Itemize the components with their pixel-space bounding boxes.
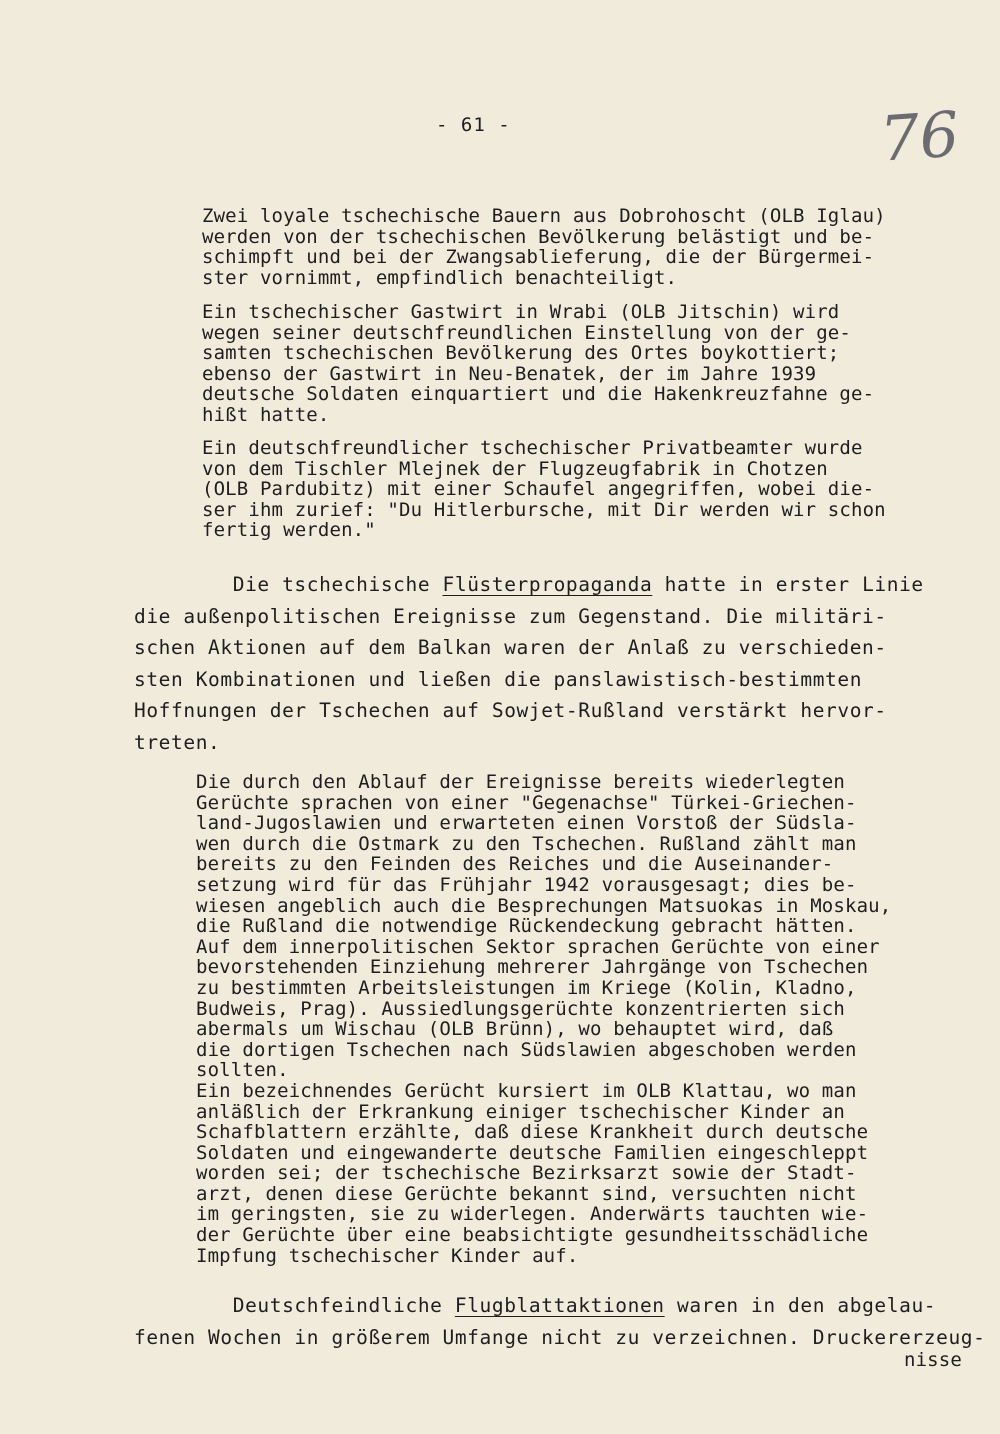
- paragraph-whisper-propaganda: [134, 569, 924, 758]
- text-line: Gerüchte sprachen von einer "Gegenachse" Türkei-Griechen-: [196, 791, 857, 814]
- text-fragment: waren in den abgelau-: [664, 1294, 937, 1317]
- text-line: [134, 1290, 985, 1322]
- text-line: die Rußland die notwendige Rückendeckung gebracht hätten.: [196, 915, 857, 938]
- text-line: ser ihm zurief: "Du Hitlerbursche, mit Dir werden wir schon: [202, 498, 886, 521]
- text-line: treten.: [134, 730, 221, 754]
- text-line: die außenpolitischen Ereignisse zum Gegenstand. Die militäri-: [134, 604, 887, 628]
- text-line: anläßlich der Erkrankung einiger tschechischer Kinder an: [196, 1100, 845, 1123]
- text-line: land-Jugoslawien und erwarteten einen Vorstoß der Südsla-: [196, 812, 857, 835]
- text-line: sten Kombinationen und ließen die panslawistisch-bestimmten: [134, 667, 863, 691]
- text-line: bevorstehenden Einziehung mehrerer Jahrgänge von Tschechen: [196, 956, 869, 979]
- text-line: worden sei; der tschechische Bezirksarzt sowie der Stadt-: [196, 1162, 857, 1185]
- handwritten-folio-number: 76: [877, 97, 962, 176]
- text-line: schen Aktionen auf dem Balkan waren der Anlaß zu verschieden-: [134, 636, 887, 659]
- text-line: die dortigen Tschechen nach Südslawien abgeschoben werden: [196, 1038, 857, 1061]
- text-line: schimpft und bei der Zwangsablieferung, die der Bürgermei-: [202, 246, 875, 269]
- text-line: [134, 569, 924, 601]
- underlined-keyword: Flüsterpropaganda: [442, 573, 653, 596]
- text-line: Auf dem innerpolitischen Sektor sprachen Gerüchte von einer: [196, 935, 880, 958]
- text-fragment: Die tschechische: [232, 573, 443, 596]
- text-line: bereits zu den Feinden des Reiches und die Auseinander-: [196, 853, 834, 876]
- catchword: nisse: [904, 1349, 962, 1371]
- text-line: Ein bezeichnendes Gerücht kursiert im OLB Klattau, wo man: [196, 1079, 857, 1102]
- text-line: der Gerüchte über eine beabsichtigte gesundheitsschädliche: [196, 1224, 869, 1247]
- text-line: Ein deutschfreundlicher tschechischer Privatbeamter wurde: [202, 437, 863, 459]
- page-number: - 61 -: [436, 114, 511, 136]
- text-line: ebenso der Gastwirt in Neu-Benatek, der im Jahre 1939: [202, 362, 817, 385]
- underlined-keyword: Flugblattaktionen: [454, 1294, 665, 1317]
- text-line: deutsche Soldaten einquartiert und die Hakenkreuzfahne ge-: [202, 383, 875, 406]
- text-line: samten tschechischen Bevölkerung des Ortes boykottiert;: [202, 342, 840, 365]
- paragraph-leaflet-actions: [134, 1290, 985, 1353]
- text-line: arzt, denen diese Gerüchte bekannt sind, versuchten nicht: [196, 1182, 857, 1205]
- text-line: wen durch die Ostmark zu den Tschechen. Rußland zählt man: [196, 832, 857, 855]
- text-line: fenen Wochen in größerem Umfange nicht zu verzeichnen. Druckererzeug-: [134, 1325, 986, 1349]
- paragraph-official-attacked: [202, 438, 886, 541]
- text-line: setzung wird für das Frühjahr 1942 vorausgesagt; dies be-: [196, 873, 857, 896]
- text-line: Soldaten und eingewanderte deutsche Familien eingeschleppt: [196, 1141, 869, 1164]
- text-line: abermals um Wischau (OLB Brünn), wo behauptet wird, daß: [196, 1018, 834, 1041]
- text-line: von dem Tischler Mlejnek der Flugzeugfabrik in Chotzen: [202, 457, 828, 480]
- paragraph-loyal-farmers: [202, 206, 886, 288]
- text-line: Ein tschechischer Gastwirt in Wrabi (OLB Jitschin) wird: [202, 301, 840, 323]
- text-line: Budweis, Prag). Aussiedlungsgerüchte konzentrierten sich: [196, 997, 845, 1020]
- text-line: wegen seiner deutschfreundlichen Einstellung von der ge-: [202, 321, 851, 344]
- text-line: wiesen angeblich auch die Besprechungen Matsuokas in Moskau,: [196, 894, 892, 917]
- text-line: werden von der tschechischen Bevölkerung belästigt und be-: [202, 225, 875, 248]
- text-line: Hoffnungen der Tschechen auf Sowjet-Rußland verstärkt hervor-: [134, 699, 887, 722]
- text-line: im geringsten, sie zu widerlegen. Anderwärts tauchten wie-: [196, 1203, 869, 1226]
- paragraph-innkeeper-boycott: [202, 302, 874, 426]
- text-line: Impfung tschechischer Kinder auf.: [196, 1244, 579, 1267]
- text-line: Schafblattern erzählte, daß diese Krankheit durch deutsche: [196, 1121, 869, 1144]
- text-line: Zwei loyale tschechische Bauern aus Dobrohoscht (OLB Iglau): [202, 205, 886, 227]
- text-line: ster vornimmt, empfindlich benachteiligt.: [202, 266, 678, 289]
- text-line: hißt hatte.: [202, 403, 330, 426]
- text-line: fertig werden.": [202, 519, 376, 542]
- text-line: Die durch den Ablauf der Ereignisse bereits wiederlegten: [196, 771, 845, 793]
- text-line: (OLB Pardubitz) mit einer Schaufel angegriffen, wobei die-: [202, 478, 875, 501]
- text-line: sollten.: [196, 1059, 289, 1082]
- paragraph-rumours: [196, 772, 891, 1266]
- text-line: zu bestimmten Arbeitsleistungen im Kriege (Kolin, Kladno,: [196, 976, 857, 999]
- text-fragment: Deutschfeindliche: [232, 1294, 455, 1317]
- text-fragment: hatte in erster Linie: [652, 573, 924, 596]
